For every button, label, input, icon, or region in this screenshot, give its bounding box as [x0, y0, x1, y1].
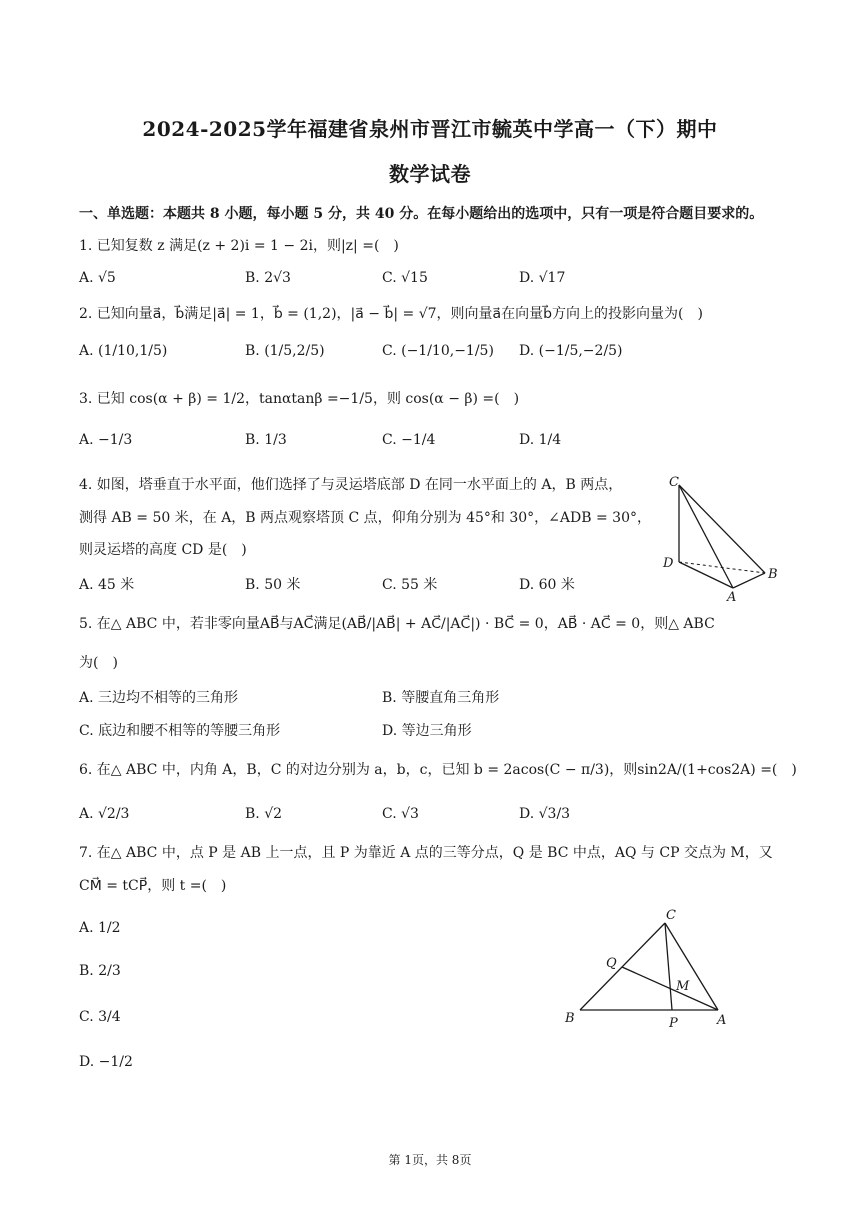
figure2-label-c: C	[666, 908, 676, 923]
q4-option-c: C. 55 米	[382, 577, 438, 593]
q5-option-b: B. 等腰直角三角形	[382, 690, 500, 706]
question-4-stem-line-2: 测得 AB = 50 米，在 A，B 两点观察塔顶 C 点，仰角分别为 45°和 30°，∠ADB = 30°，	[79, 510, 651, 526]
figure2-label-m: M	[676, 979, 690, 994]
figure1-label-d: D	[663, 556, 674, 571]
question-4-stem-line-3: 则灵运塔的高度 CD 是( )	[79, 542, 247, 558]
question-3-stem: 3. 已知 cos(α + β) = 1/2，tanαtanβ =−1/5，则 cos(α − β) =( )	[79, 391, 520, 407]
page-footer: 第 1页，共 8页	[388, 1153, 472, 1167]
q5-option-d: D. 等边三角形	[382, 723, 472, 739]
question-6-stem: 6. 在△ ABC 中，内角 A，B，C 的对边分别为 a，b，c，已知 b = 2acos(C − π/3)，则sin2A/(1+cos2A) =( )	[79, 762, 797, 778]
figure2-label-q: Q	[606, 956, 617, 971]
q6-option-b: B. √2	[245, 806, 283, 822]
segment-aq	[622, 967, 718, 1010]
q6-option-d: D. √3/3	[519, 806, 571, 822]
figure2-label-p: P	[669, 1016, 678, 1031]
exam-subtitle: 数学试卷	[389, 162, 471, 186]
q2-option-c: C. (−1/10,−1/5)	[382, 343, 494, 359]
q1-option-a: A. √5	[79, 270, 116, 286]
question-7-stem-line-2: CM⃗ = tCP⃗，则 t =( )	[79, 878, 227, 894]
q3-option-c: C. −1/4	[382, 432, 436, 448]
exam-title: 2024-2025学年福建省泉州市晋江市毓英中学高一（下）期中	[142, 117, 718, 141]
q4-option-b: B. 50 米	[245, 577, 301, 593]
q5-option-a: A. 三边均不相等的三角形	[79, 690, 239, 706]
figure2-label-b: B	[565, 1011, 575, 1026]
tower-edge-da	[679, 562, 733, 588]
question-5-stem-line-2: 为( )	[79, 655, 118, 671]
q3-option-d: D. 1/4	[519, 432, 562, 448]
question-7-stem-line-1: 7. 在△ ABC 中，点 P 是 AB 上一点，且 P 为靠近 A 点的三等分点，Q 是 BC 中点，AQ 与 CP 交点为 M，又	[79, 845, 773, 861]
tower-edge-ca	[679, 485, 733, 588]
q1-option-c: C. √15	[382, 270, 428, 286]
triangle-figure	[560, 905, 740, 1035]
figure1-label-b: B	[768, 567, 778, 582]
section-heading: 一、单选题：本题共 8 小题，每小题 5 分，共 40 分。在每小题给出的选项中，只有一项是符合题目要求的。	[79, 206, 764, 222]
figure1-label-a: A	[727, 590, 737, 605]
q4-option-a: A. 45 米	[79, 577, 135, 593]
q7-option-d: D. −1/2	[79, 1054, 133, 1070]
triangle-edge-ca	[665, 923, 718, 1010]
q7-option-b: B. 2/3	[79, 963, 121, 979]
q2-option-a: A. (1/10,1/5)	[79, 343, 168, 359]
q6-option-a: A. √2/3	[79, 806, 130, 822]
q6-option-c: C. √3	[382, 806, 419, 822]
q3-option-a: A. −1/3	[79, 432, 133, 448]
question-2-stem: 2. 已知向量a⃗，b⃗满足|a⃗| = 1，b⃗ = (1,2)，|a⃗ − b⃗| = √7，则向量a⃗在向量b⃗方向上的投影向量为( )	[79, 306, 703, 322]
tower-edge-cb	[679, 485, 765, 573]
q7-option-a: A. 1/2	[79, 920, 121, 936]
q1-option-d: D. √17	[519, 270, 566, 286]
tower-figure	[655, 470, 785, 605]
segment-cp	[665, 923, 672, 1010]
q2-option-b: B. (1/5,2/5)	[245, 343, 325, 359]
question-1-stem: 1. 已知复数 z 满足(z + 2)i = 1 − 2i，则|z| =( )	[79, 238, 399, 254]
q7-option-c: C. 3/4	[79, 1009, 121, 1025]
q5-option-c: C. 底边和腰不相等的等腰三角形	[79, 723, 281, 739]
triangle-edge-bc	[580, 923, 665, 1010]
question-5-stem-line-1: 5. 在△ ABC 中，若非零向量AB⃗与AC⃗满足(AB⃗/|AB⃗| + AC⃗/|AC⃗|) · BC⃗ = 0，AB⃗ · AC⃗ = 0，则△ ABC	[79, 616, 715, 632]
q1-option-b: B. 2√3	[245, 270, 291, 286]
q4-option-d: D. 60 米	[519, 577, 575, 593]
figure2-label-a: A	[717, 1013, 727, 1028]
tower-edge-ab	[733, 573, 765, 588]
q3-option-b: B. 1/3	[245, 432, 287, 448]
figure1-label-c: C	[669, 475, 679, 490]
question-4-stem-line-1: 4. 如图，塔垂直于水平面，他们选择了与灵运塔底部 D 在同一水平面上的 A，B 两点，	[79, 477, 623, 493]
q2-option-d: D. (−1/5,−2/5)	[519, 343, 623, 359]
